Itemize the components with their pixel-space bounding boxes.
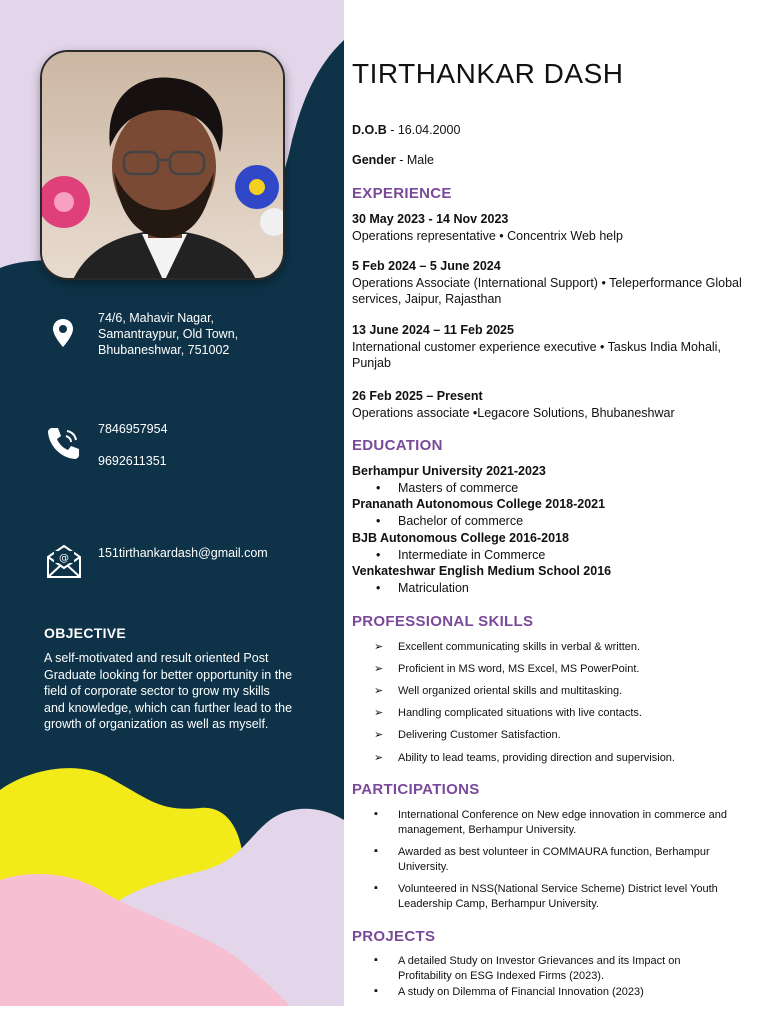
phone-icon — [46, 425, 82, 461]
arrow-bullet-icon: ➢ — [374, 729, 384, 741]
education-degree: • Intermediate in Commerce — [352, 547, 747, 564]
arrow-bullet-icon: ➢ — [374, 752, 384, 764]
education-institution: Venkateshwar English Medium School 2016 — [352, 564, 612, 579]
education-institution: Prananath Autonomous College 2018-2021 — [352, 497, 606, 512]
arrow-bullet-icon: ➢ — [374, 707, 384, 719]
experience-dates: 13 June 2024 – 11 Feb 2025 — [352, 323, 514, 337]
left-sidebar — [0, 0, 344, 1006]
experience-dates: 26 Feb 2025 – Present — [352, 389, 483, 403]
svg-text:@: @ — [59, 553, 69, 564]
arrow-bullet-icon: ➢ — [374, 685, 384, 697]
arrow-bullet-icon: ➢ — [374, 663, 384, 675]
experience-dates: 30 May 2023 - 14 Nov 2023 — [352, 212, 509, 226]
experience-description: Operations representative • Concentrix Web help — [352, 228, 623, 243]
education-degree: • Bachelor of commerce — [352, 513, 747, 530]
square-bullet-icon: ▪ — [374, 954, 378, 966]
gender-value: - Male — [399, 153, 434, 167]
candidate-name: TIRTHANKAR DASH — [352, 58, 624, 89]
experience-dates: 5 Feb 2024 – 5 June 2024 — [352, 259, 501, 273]
skill-item: Delivering Customer Satisfaction. — [398, 729, 561, 741]
square-bullet-icon: ▪ — [374, 882, 378, 894]
square-bullet-icon: ▪ — [374, 985, 378, 997]
project-item: A study on Dilemma of Financial Innovation (2023) — [398, 986, 644, 998]
address-line: Bhubaneshwar, 751002 — [98, 343, 230, 357]
gender — [352, 153, 434, 167]
education-institution: BJB Autonomous College 2016-2018 — [352, 530, 569, 545]
skill-item: Excellent communicating skills in verbal & written. — [398, 641, 641, 653]
dob-label: D.O.B — [352, 123, 387, 137]
square-bullet-icon: ▪ — [374, 845, 378, 857]
education-degree: • Matriculation — [352, 580, 747, 597]
arrow-bullet-icon: ➢ — [374, 641, 384, 653]
experience-item — [352, 211, 747, 244]
phone-2[interactable]: 9692611351 — [98, 454, 167, 468]
participation-item: International Conference on New edge innovation in commerce and management, Berhampur University. — [398, 809, 727, 836]
dob — [352, 123, 460, 137]
gender-label: Gender — [352, 153, 396, 167]
skill-item: Well organized oriental skills and multitasking. — [398, 685, 623, 697]
skill-item: Handling complicated situations with live contacts. — [398, 707, 642, 719]
experience-item — [352, 322, 747, 372]
section-title-projects: PROJECTS — [352, 928, 436, 945]
profile-photo — [40, 50, 285, 280]
dob-value: - 16.04.2000 — [390, 123, 461, 137]
objective-text: A self-motivated and result oriented Post Graduate looking for better opportunity in the field of corporate sector to grow my skills and knowledge, which can further lead to the growth of organization as well as myself. — [44, 651, 293, 731]
section-title-skills: PROFESSIONAL SKILLS — [352, 613, 534, 630]
experience-item — [352, 388, 747, 421]
experience-description: Operations associate •Legacore Solutions, Bhubaneshwar — [352, 405, 675, 420]
experience-description: International customer experience executive • Taskus India Mohali, Punjab — [352, 339, 721, 370]
address-line: 74/6, Mahavir Nagar, — [98, 311, 215, 325]
skill-item: Ability to lead teams, providing direction and supervision. — [398, 752, 675, 764]
section-title-education: EDUCATION — [352, 437, 443, 454]
experience-description: Operations Associate (International Support) • Teleperformance Global services, Jaipur, Rajasthan — [352, 275, 742, 306]
objective-title: OBJECTIVE — [44, 625, 127, 641]
square-bullet-icon: ▪ — [374, 808, 378, 820]
phone-1[interactable]: 7846957954 — [98, 422, 168, 436]
address-line: Samantraypur, Old Town, — [98, 327, 239, 341]
participation-item: Awarded as best volunteer in COMMAURA function, Berhampur University. — [398, 846, 710, 873]
skill-item: Proficient in MS word, MS Excel, MS PowerPoint. — [398, 663, 640, 675]
experience-item — [352, 258, 747, 308]
address — [98, 310, 238, 358]
section-title-participations: PARTICIPATIONS — [352, 781, 480, 798]
education-institution: Berhampur University 2021-2023 — [352, 464, 546, 478]
email-icon — [46, 543, 82, 579]
location-pin-icon — [52, 318, 74, 348]
education-list — [352, 463, 747, 597]
email-link[interactable]: 151tirthankardash@gmail.com — [98, 546, 268, 560]
participation-item: Volunteered in NSS(National Service Scheme) District level Youth Leadership Camp, Berhampur University. — [398, 883, 718, 910]
section-title-experience: EXPERIENCE — [352, 185, 452, 202]
project-item: A detailed Study on Investor Grievances and its Impact on Profitability on ESG Indexed Firms (2023). — [398, 955, 681, 982]
education-degree: • Masters of commerce — [352, 480, 747, 497]
